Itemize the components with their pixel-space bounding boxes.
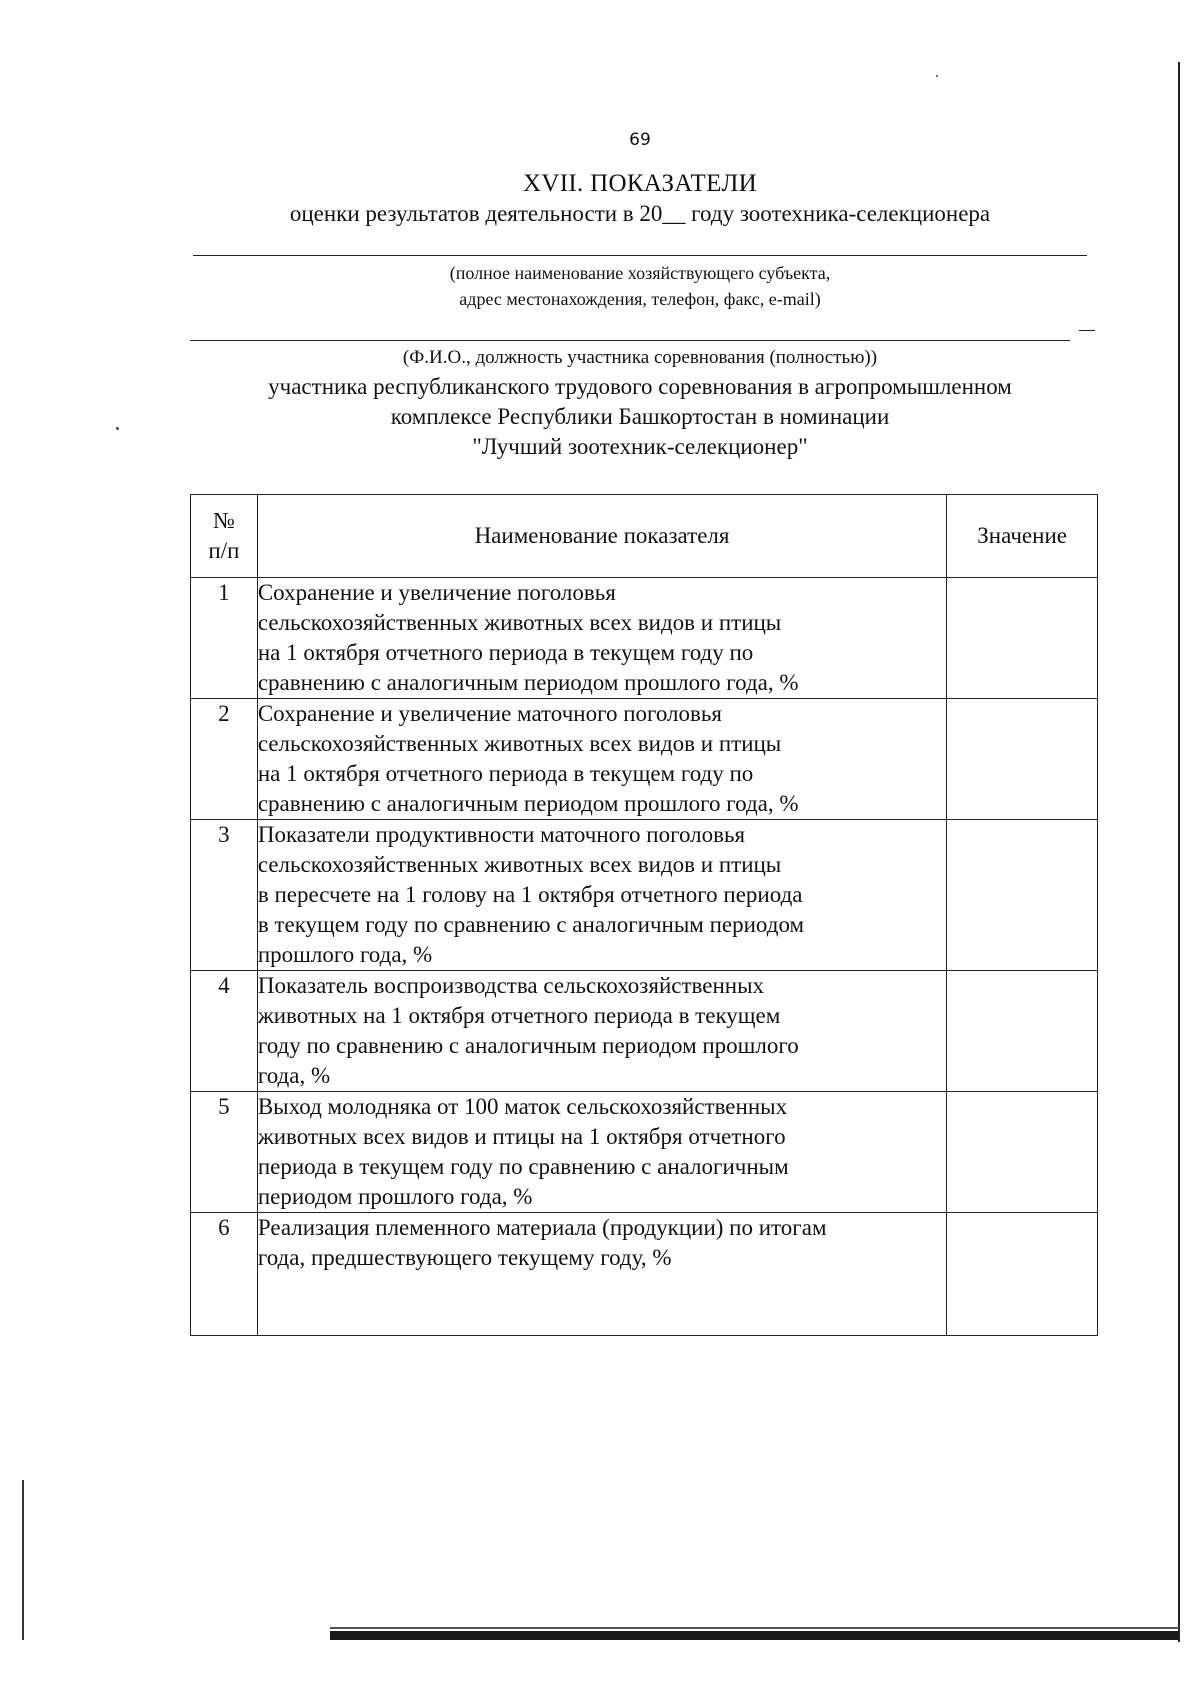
indicator-line: периодом прошлого года, % [257,1184,533,1209]
row-number: 3 [191,820,258,971]
row-number: 1 [191,578,258,699]
indicator-line: животных на 1 октября отчетного периода в текущем [257,1003,781,1028]
indicator-line: Показатель воспроизводства сельскохозяйственных [257,973,765,998]
row-number: 4 [191,971,258,1092]
indicator-line: прошлого года, % [257,942,433,967]
entity-caption [190,260,1090,312]
nomination-name: "Лучший зоотехник-селекционер" [472,434,808,459]
table-row [191,1092,1098,1213]
participant-line: комплексе Республики Башкортостан в номинации [390,404,890,429]
scan-bottom-line [330,1627,1179,1629]
table-row [191,1213,1098,1336]
indicator-line: Выход молодняка от 100 маток сельскохозяйственных [257,1094,788,1119]
indicator-line: года, предшествующего текущему году, % [257,1245,672,1270]
table-header-row [191,495,1098,578]
participant-description [190,372,1090,462]
indicator-name [257,1213,946,1336]
scan-speck [936,75,938,77]
indicator-line: животных всех видов и птицы на 1 октября отчетного [257,1124,786,1149]
header-number-sign: № [212,508,235,533]
indicator-line: на 1 октября отчетного периода в текущем году по [257,640,754,665]
row-number: 5 [191,1092,258,1213]
entity-caption-line: адрес местонахождения, телефон, факс, e-mail) [459,289,821,309]
value-cell[interactable] [947,578,1098,699]
scan-edge-line [1178,62,1180,1642]
participant-line: участника республиканского трудового соревнования в агропромышленном [268,374,1012,399]
indicator-line: Сохранение и увеличение маточного поголовья [257,701,722,726]
indicator-name [257,1092,946,1213]
value-cell[interactable] [947,971,1098,1092]
entity-fill-line [193,255,1087,256]
page-number: 69 [629,130,651,150]
indicator-line: в текущем году по сравнению с аналогичным периодом [257,912,805,937]
document-subtitle: оценки результатов деятельности в 20__ году зоотехника-селекционера [289,201,991,226]
table-row [191,971,1098,1092]
header-value: Значение [947,495,1098,578]
indicator-line: Сохранение и увеличение поголовья [257,580,616,605]
indicator-line: сравнению с аналогичным периодом прошлого года, % [257,791,799,816]
indicator-line: сравнению с аналогичным периодом прошлого года, % [257,670,799,695]
value-cell[interactable] [947,1213,1098,1336]
table-row [191,578,1098,699]
indicator-line: периода в текущем году по сравнению с аналогичным [257,1154,789,1179]
scan-edge-line [22,1480,24,1640]
row-number: 2 [191,699,258,820]
indicator-line: года, % [257,1063,331,1088]
header-indicator-name: Наименование показателя [257,495,946,578]
indicator-line: году по сравнению с аналогичным периодом прошлого [257,1033,799,1058]
indicators-table [190,494,1098,1336]
person-fill-line-dash [1079,330,1095,331]
indicator-name [257,971,946,1092]
value-cell[interactable] [947,1092,1098,1213]
section-title: XVII. ПОКАЗАТЕЛИ [523,170,757,197]
scan-bottom-bar [330,1631,1179,1640]
indicator-line: в пересчете на 1 голову на 1 октября отчетного периода [257,882,803,907]
person-caption: (Ф.И.О., должность участника соревнования (полностью)) [402,347,878,368]
row-number: 6 [191,1213,258,1336]
scan-speck [116,427,119,430]
indicator-line: Показатели продуктивности маточного поголовья [257,822,746,847]
table-row [191,699,1098,820]
header-number-abbr: п/п [208,538,240,563]
value-cell[interactable] [947,699,1098,820]
indicator-name [257,820,946,971]
entity-caption-line: (полное наименование хозяйствующего субъекта, [449,263,831,283]
indicator-line: сельскохозяйственных животных всех видов и птицы [257,731,782,756]
indicator-name [257,699,946,820]
indicator-line: Реализация племенного материала (продукции) по итогам [257,1215,827,1240]
table-row [191,820,1098,971]
person-fill-line [190,340,1070,341]
indicator-line: на 1 октября отчетного периода в текущем году по [257,761,754,786]
header-number [191,495,258,578]
indicator-name [257,578,946,699]
indicator-line: сельскохозяйственных животных всех видов и птицы [257,852,782,877]
indicator-line: сельскохозяйственных животных всех видов и птицы [257,610,782,635]
value-cell[interactable] [947,820,1098,971]
